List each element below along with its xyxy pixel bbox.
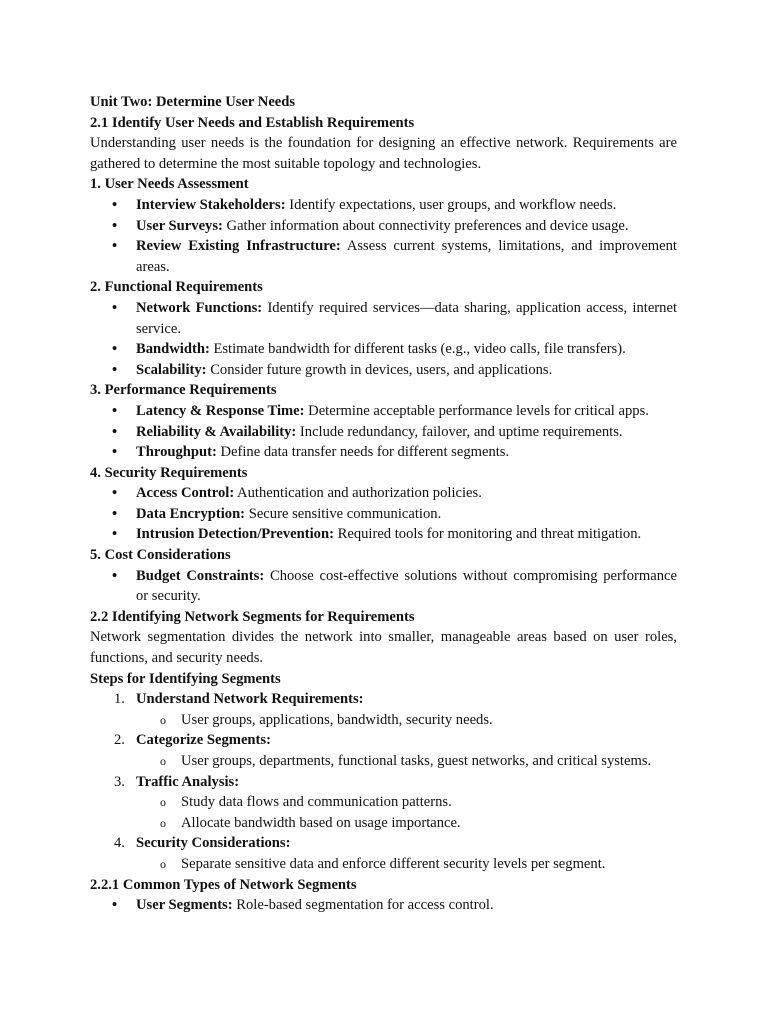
list-item <box>90 339 677 360</box>
sub-item: o Study data flows and communication patterns. <box>136 792 677 813</box>
step-title: Security Considerations: <box>136 835 291 852</box>
item-text: Include redundancy, failover, and uptime requirements. <box>296 423 623 440</box>
security-requirements-heading: 4. Security Requirements <box>90 464 248 481</box>
item-text: Consider future growth in devices, users, and applications. <box>206 361 553 378</box>
item-term: Reliability & Availability: <box>136 423 297 440</box>
item-text: Determine acceptable performance levels for critical apps. <box>304 402 649 419</box>
steps-list <box>90 689 677 874</box>
item-text: Authentication and authorization policies. <box>234 485 482 502</box>
section-2-2-intro: Network segmentation divides the network into smaller, manageable areas based on user roles, functions, and security needs. <box>90 629 677 667</box>
item-term: Bandwidth: <box>136 341 210 358</box>
step-title: Categorize Segments: <box>136 732 271 749</box>
list-item <box>90 524 677 545</box>
list-item <box>90 483 677 504</box>
step-number: 4. <box>114 835 125 852</box>
step-number: 3. <box>114 773 125 790</box>
step-title: Traffic Analysis: <box>136 773 240 790</box>
item-text: Assess current systems, limitations, and improvement areas. <box>136 238 677 275</box>
section-2-1-title: 2.1 Identify User Needs and Establish Requirements <box>90 114 415 131</box>
item-term: Budget Constraints: <box>136 567 265 584</box>
item-term: Scalability: <box>136 361 207 378</box>
step-item <box>90 833 677 874</box>
item-text: Role-based segmentation for access control. <box>232 897 494 914</box>
list-item <box>90 236 677 277</box>
user-needs-assessment-heading: 1. User Needs Assessment <box>90 176 249 193</box>
segment-types-list <box>90 895 677 916</box>
step-item <box>90 689 677 730</box>
step-number: 2. <box>114 732 125 749</box>
cost-considerations-list <box>90 566 677 607</box>
item-text: Estimate bandwidth for different tasks (e.g., video calls, file transfers). <box>209 341 626 358</box>
list-item <box>90 422 677 443</box>
list-item <box>90 216 677 237</box>
document-page <box>90 92 677 916</box>
step-item <box>90 730 677 771</box>
functional-requirements-list <box>90 298 677 380</box>
section-2-2-title: 2.2 Identifying Network Segments for Requirements <box>90 608 415 625</box>
list-item <box>90 195 677 216</box>
steps-heading: Steps for Identifying Segments <box>90 670 281 687</box>
step-number: 1. <box>114 691 125 708</box>
item-term: Interview Stakeholders: <box>136 196 286 213</box>
list-item <box>90 442 677 463</box>
item-term: Data Encryption: <box>136 505 246 522</box>
section-2-1-intro: Understanding user needs is the foundation for designing an effective network. Requirements are gathered to determine the most suitable topology and technologies. <box>90 135 677 172</box>
sub-item: o User groups, applications, bandwidth, security needs. <box>136 710 677 731</box>
user-needs-assessment-list <box>90 195 677 277</box>
step-sublist <box>136 751 677 772</box>
item-term: Throughput: <box>136 444 217 461</box>
step-sublist <box>136 854 677 875</box>
step-sublist <box>136 710 677 731</box>
security-requirements-list <box>90 483 677 545</box>
item-text: Gather information about connectivity preferences and device usage. <box>222 217 629 234</box>
step-title: Understand Network Requirements: <box>136 691 364 708</box>
step-item <box>90 772 677 834</box>
sub-item: o Allocate bandwidth based on usage importance. <box>136 813 677 834</box>
item-term: Access Control: <box>136 485 235 502</box>
list-item <box>90 401 677 422</box>
item-term: Review Existing Infrastructure: <box>136 238 341 255</box>
step-sublist <box>136 792 677 833</box>
performance-requirements-list <box>90 401 677 463</box>
sub-item: o Separate sensitive data and enforce different security levels per segment. <box>136 854 677 875</box>
item-text: Required tools for monitoring and threat mitigation. <box>333 526 642 543</box>
item-text: Define data transfer needs for different segments. <box>216 444 510 461</box>
section-2-2-1-title: 2.2.1 Common Types of Network Segments <box>90 876 357 893</box>
list-item <box>90 360 677 381</box>
cost-considerations-heading: 5. Cost Considerations <box>90 547 231 564</box>
item-text: Secure sensitive communication. <box>245 505 442 522</box>
sub-item: o User groups, departments, functional tasks, guest networks, and critical systems. <box>136 751 677 772</box>
item-term: User Surveys: <box>136 217 223 234</box>
list-item <box>90 504 677 525</box>
item-term: User Segments: <box>136 897 233 914</box>
item-term: Intrusion Detection/Prevention: <box>136 526 334 543</box>
item-term: Network Functions: <box>136 299 263 316</box>
list-item <box>90 566 677 607</box>
performance-requirements-heading: 3. Performance Requirements <box>90 382 277 399</box>
list-item <box>90 895 677 916</box>
item-text: Choose cost-effective solutions without compromising performance or security. <box>136 567 677 605</box>
unit-title: Unit Two: Determine User Needs <box>90 94 296 110</box>
item-term: Latency & Response Time: <box>136 402 305 419</box>
list-item <box>90 298 677 339</box>
item-text: Identify expectations, user groups, and workflow needs. <box>285 196 617 213</box>
functional-requirements-heading: 2. Functional Requirements <box>90 279 263 296</box>
item-text: Identify required services—data sharing, application access, internet service. <box>136 299 677 337</box>
